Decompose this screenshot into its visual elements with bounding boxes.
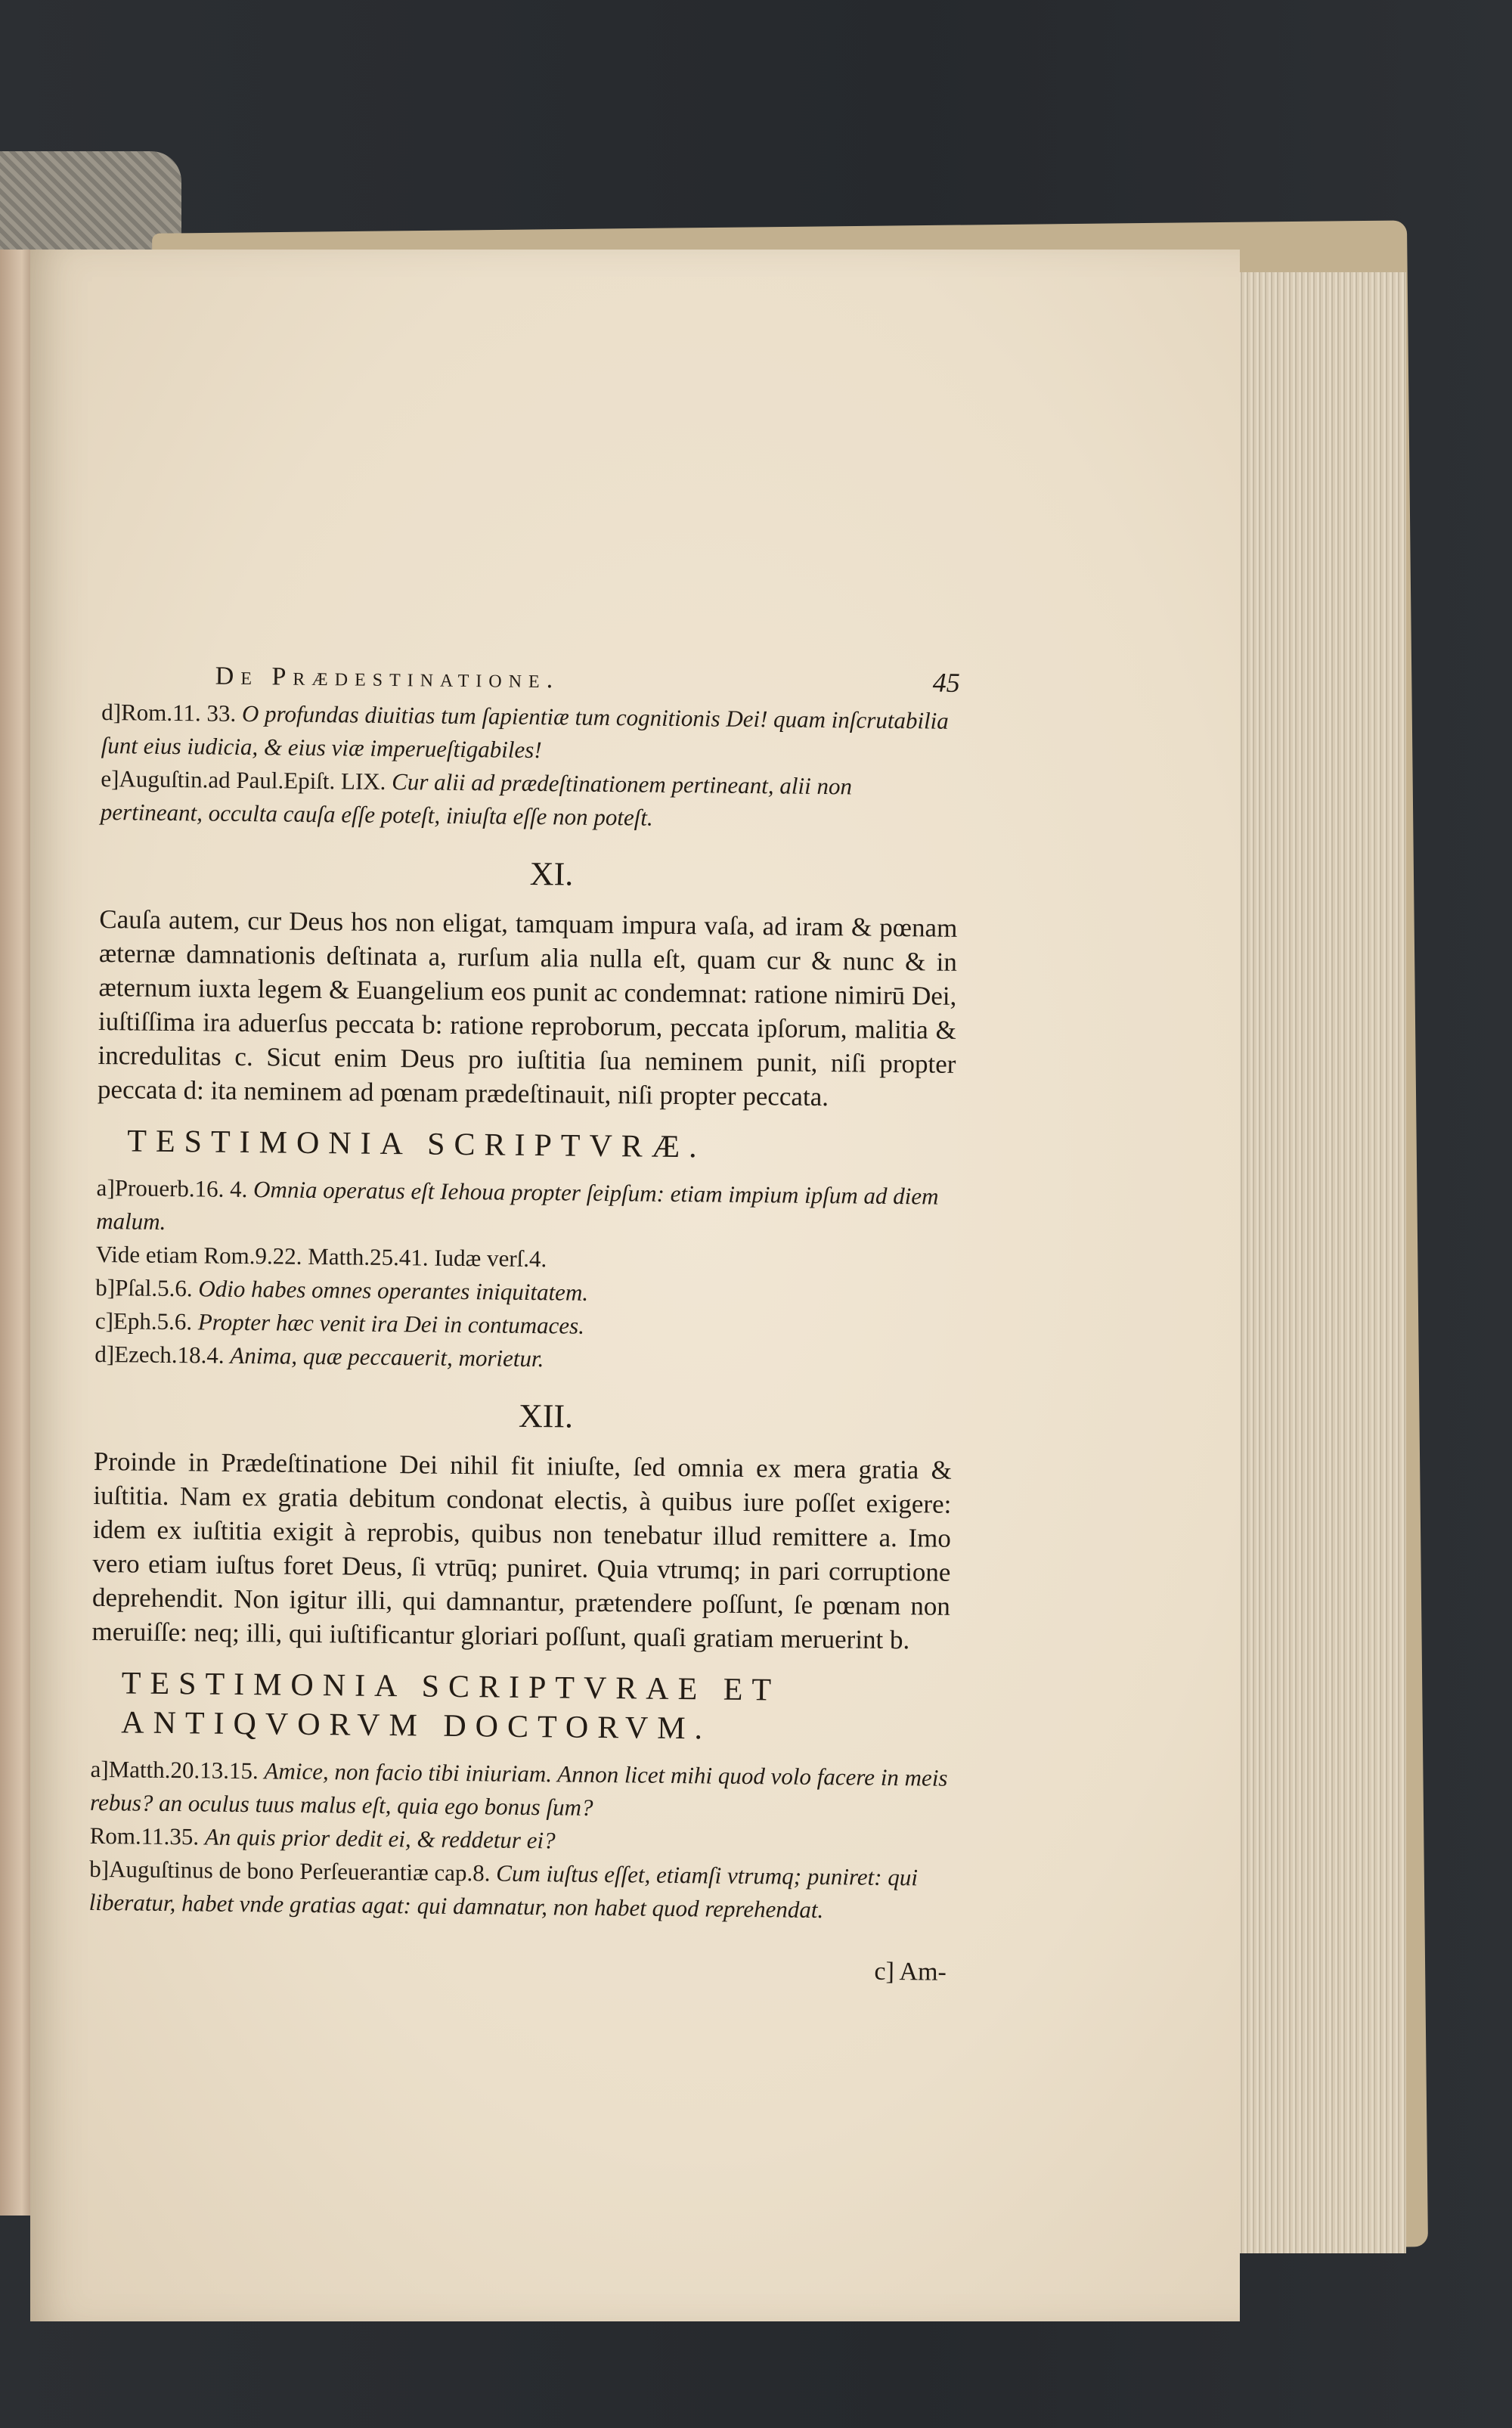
citation-line bbox=[90, 1753, 949, 1828]
note-d bbox=[101, 696, 960, 771]
note-ref: Auguſtin.ad Paul.Epiſt. LIX. bbox=[119, 765, 386, 795]
notes-top bbox=[101, 696, 960, 838]
book-page bbox=[30, 250, 1240, 2321]
note-text: Anima, quæ peccauerit, morietur. bbox=[230, 1341, 544, 1372]
running-head bbox=[215, 659, 960, 699]
testimonia-2-list bbox=[89, 1753, 949, 1928]
note-mark: c] bbox=[94, 1307, 114, 1335]
note-ref: Rom.11.35. bbox=[89, 1822, 200, 1850]
note-mark: b] bbox=[95, 1273, 116, 1301]
note-ref: Vide etiam Rom.9.22. Matth.25.41. Iudæ verſ.4. bbox=[95, 1240, 547, 1273]
note-mark: d] bbox=[101, 698, 122, 726]
note-mark: a] bbox=[90, 1755, 109, 1783]
page-number: 45 bbox=[932, 667, 960, 698]
note-text: Odio habes omnes operantes iniquitatem. bbox=[198, 1275, 589, 1306]
note-mark: e] bbox=[101, 764, 119, 792]
note-text: Omnia operatus eſt Iehoua propter ſeipſum: etiam impium ipſum ad diem malum. bbox=[96, 1176, 939, 1235]
note-text: Cur alii ad prædeſtinationem pertineant, alii non pertineant, occulta cauſa eſſe poteſt, iniuſta eſſe non poteſt. bbox=[100, 768, 853, 831]
page-content bbox=[88, 658, 960, 1987]
note-ref: Eph.5.6. bbox=[113, 1307, 193, 1335]
testimonia-heading-2: TESTIMONIA SCRIPTVRAE ET ANTIQVORVM DOCTORVM. bbox=[121, 1666, 780, 1747]
section-number-xi: XI. bbox=[529, 854, 574, 893]
note-text: Propter hæc venit ira Dei in contumaces. bbox=[197, 1308, 585, 1339]
note-text: An quis prior dedit ei, & reddetur ei? bbox=[204, 1823, 556, 1854]
section-xii-text: Proinde in Prædeſtinatione Dei nihil fit iniuſte, ſed omnia ex mera gratia & iuſtitia. Nam ex gratia debitum condonat electis, à quibus iure poſſet exigere: idem ex iuſtitia exigit à reprobis, quibus non tenebatur illud remittere a. Imo vero etiam iuſtus foret Deus, ſi vtrūq; puniret. Quia vtrumq; in pari corruptione deprehendit. Non igitur illi, qui damnantur, prætendere poſſunt, ſe pœnam non meruiſſe: neq; illi, qui iuſtificantur gloriari poſſunt, quaſi gratiam meruerint b. bbox=[91, 1446, 953, 1655]
citation-line bbox=[89, 1853, 948, 1928]
note-text: Cum iuſtus eſſet, etiamſi vtrumq; puniret: qui liberatur, habet vnde gratias agat: qui damnatur, non habet quod reprehendat. bbox=[88, 1859, 919, 1924]
note-ref: Rom.11. 33. bbox=[120, 699, 237, 727]
note-ref: Matth.20.13.15. bbox=[108, 1756, 259, 1785]
note-ref: Ezech.18.4. bbox=[114, 1341, 225, 1369]
testimonia-heading: TESTIMONIA SCRIPTVRÆ. bbox=[127, 1124, 706, 1165]
running-title: De Prædestinatione. bbox=[215, 662, 560, 694]
note-e bbox=[101, 762, 959, 838]
note-mark: d] bbox=[94, 1340, 115, 1368]
note-ref: Auguſtinus de bono Perſeuerantiæ cap.8. bbox=[108, 1856, 491, 1887]
citation-line bbox=[96, 1171, 955, 1247]
testimonia-1-list bbox=[94, 1171, 955, 1380]
note-mark: b] bbox=[89, 1855, 110, 1883]
note-ref: Prouerb.16. 4. bbox=[114, 1174, 248, 1203]
note-ref: Pſal.5.6. bbox=[114, 1274, 193, 1302]
section-number-xii: XII. bbox=[518, 1397, 574, 1435]
catchword: c] Am- bbox=[874, 1957, 947, 1986]
note-text: O profundas diuitias tum ſapientiæ tum cognitionis Dei! quam inſcrutabilia ſunt eius iudicia, & eius viæ imperueſtigabiles! bbox=[101, 699, 949, 764]
note-mark: a] bbox=[96, 1174, 115, 1202]
note-text: Amice, non facio tibi iniuriam. Annon licet mihi quod volo facere in meis rebus? an oculus tuus malus eſt, quia ego bonus ſum? bbox=[89, 1757, 948, 1821]
section-xi-text: Cauſa autem, cur Deus hos non eligat, tamquam impura vaſa, ad iram & pœnam æternæ damnationis deſtinata a, rurſum alia nulla eſt, quam cur & nunc & in æternum iuxta legem & Euangelium eos punit ac condemnat: ratione nimirū Dei, iuſtiſſima ira aduerſus peccata b: ratione reproborum, peccata ipſorum, malitia & incredulitas c. Sicut enim Deus pro iuſtitia ſua neminem punit, niſi propter peccata d: ita neminem ad pœnam prædeſtinauit, niſi propter peccata. bbox=[97, 904, 958, 1112]
